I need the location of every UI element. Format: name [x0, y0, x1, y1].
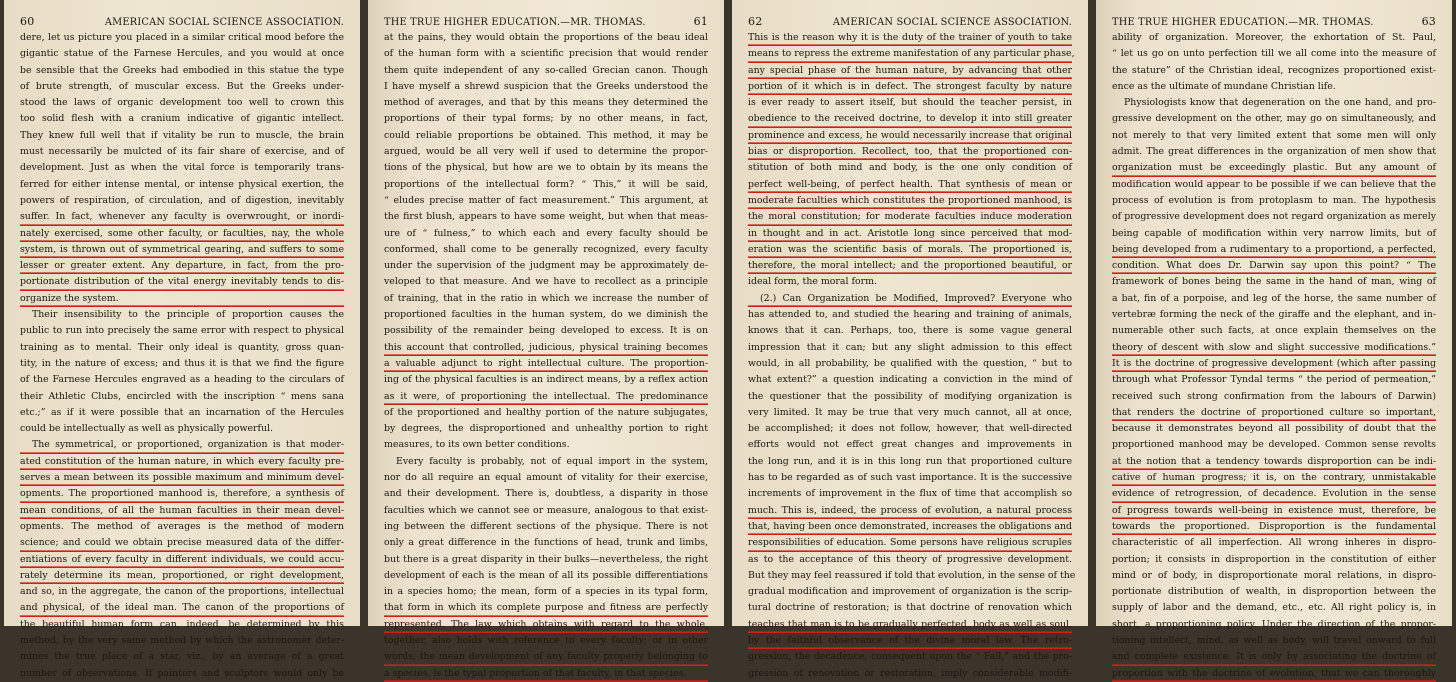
- text-line: gressive development on the other, may go on simultaneously, and: [1112, 113, 1436, 125]
- text-line: ideal form, the moral form.: [748, 276, 877, 288]
- text-line: has to be regarded as of such vast importance. It is the successive: [748, 472, 1072, 484]
- underlined-text-line: moderate faculties which constitutes the proportioned manhood, is: [748, 193, 1072, 209]
- underlined-text-line: being developed from a rudimentary to a proportiond, a perfected,: [1112, 242, 1436, 258]
- text-line: measures, to its own better conditions.: [384, 439, 570, 451]
- text-line: “ let us go on unto perfection till we all come into the measure of: [1112, 48, 1436, 60]
- text-line: gression, the decadence, consequent upon the “ Fall,” and the pro-: [748, 651, 1072, 663]
- text-line: but there is a great disparity in their bulks—nevertheless, the right: [384, 553, 708, 565]
- underlined-text-line: of progress towards well-being in existence must, therefore, be: [1112, 503, 1436, 519]
- underlined-text-line: evidence of retrogression, of decadence. Evolution in the sense: [1112, 486, 1436, 502]
- text-line: development of each is the mean of all its possible differentiations: [384, 569, 708, 581]
- page-header: [748, 14, 1072, 31]
- underlined-text-line: bias or disproportion. Recollect, too, that the proportioned con-: [748, 144, 1072, 160]
- running-head: AMERICAN SOCIAL SCIENCE ASSOCIATION.: [104, 17, 344, 28]
- text-line: increments of improvement in the flux of time that accomplish so: [748, 488, 1072, 500]
- text-line: the questioner that the possibility of modifying organization is: [748, 390, 1072, 402]
- text-line: public to run into precisely the same error with respect to physical: [20, 325, 344, 337]
- text-line: what extent?” a question indicating a conviction in the mind of: [748, 374, 1072, 386]
- text-line: dere, let us picture you placed in a similar critical mood before the: [20, 32, 344, 43]
- text-line: argued, would be all very well if used to determine the propor-: [384, 146, 708, 158]
- text-line: veloped to that measure. And we have to recollect as a principle: [384, 276, 708, 288]
- text-line: received such strong confirmation from the labours of Darwin): [1112, 390, 1436, 402]
- book-page-63: [1096, 0, 1452, 679]
- text-line: ing between the different sections of the physique. There is not: [384, 520, 708, 532]
- text-line: They knew full well that if vitality be run to muscle, the brain: [20, 129, 344, 141]
- page-body-text: [384, 30, 708, 682]
- page-number: 62: [748, 15, 763, 28]
- underlined-text-line: prominence and excess, he would necessarily increase that original: [748, 128, 1072, 144]
- text-line: supply of labor and the demand, etc., etc. All right policy is, in: [1112, 602, 1436, 614]
- text-line: tity, in the nature of excess; and thus it is that we find the figure: [20, 357, 344, 369]
- text-line: nor do all require an equal amount of vitality for their exercise,: [384, 472, 708, 484]
- text-line: of the human form with a scientific precision that would render: [384, 48, 708, 60]
- underlined-text-line: a valuable adjunct to right intellectual culture. The proportion-: [384, 356, 708, 372]
- text-line: development. Just as when the vital force is temporarily trans-: [20, 162, 344, 174]
- text-line: of training, that in the ratio in which we increase the number of: [384, 292, 708, 304]
- text-line: by degrees, the disproportioned and unhealthy portion to right: [384, 423, 708, 435]
- underlined-text-line: obedience to the received doctrine, to develop it into still greater: [748, 111, 1072, 127]
- page-header: [20, 14, 344, 31]
- text-line: impression that it can; but any slight admission to this effect: [748, 341, 1072, 353]
- underlined-text-line: suffer. In fact, whenever any faculty is overwrought, or inordi-: [20, 209, 344, 225]
- text-line: gradual modification and improvement of organization is the scrip-: [748, 586, 1072, 598]
- text-line: together, also holds with reference to every faculty; or in other: [384, 634, 708, 646]
- underlined-text-line: responsibilities of education. Some persons have religious scruples: [748, 535, 1072, 551]
- underlined-text-line: The symmetrical, or proportioned, organization is that moder-: [20, 437, 344, 453]
- text-line: stood the laws of organic development too well to crown this: [20, 97, 344, 109]
- text-line: possibility of the remainder being developed to excess. It is on: [384, 325, 708, 337]
- text-line: stitution of both mind and body, is the one only condition of: [748, 162, 1072, 174]
- underlined-text-line: rately determine its mean, proportioned, or right development,: [20, 568, 344, 584]
- text-line: too solid flesh with a cranium indicative of gigantic intellect.: [20, 113, 344, 125]
- text-line: not merely to that very limited extent that some men will only: [1112, 129, 1436, 141]
- text-line: proportioned faculties in the human system, do we diminish the: [384, 309, 708, 321]
- book-page-61: [368, 0, 724, 679]
- underlined-text-line: a species, is the typal proportion of that faculty, in that species.: [384, 666, 708, 682]
- underlined-text-line: mean conditions, of all the human faculties in their mean devel-: [20, 503, 344, 519]
- underlined-text-line: means to repress the extreme manifestation of any particular phase,: [748, 46, 1072, 62]
- book-page-60: [4, 0, 360, 679]
- underlined-text-line: at the notion that a tendency towards disproportion can be indi-: [1112, 454, 1436, 470]
- underlined-text-line: portionate distribution of the vital energy inevitably tends to dis-: [20, 274, 344, 290]
- text-line: the beautiful human form can, indeed, be determined by this: [20, 618, 344, 630]
- text-line: method, by the very same method by which the astronomer deter-: [20, 634, 344, 646]
- page-body-text: [748, 30, 1076, 682]
- underlined-text-line: the moral constitution; for moderate faculties induce moderation: [748, 209, 1072, 225]
- underlined-text-line: It is the doctrine of progressive development (which after passing: [1112, 356, 1436, 372]
- underlined-text-line: opments. The proportioned manhood is, therefore, a synthesis of: [20, 486, 344, 502]
- running-head: AMERICAN SOCIAL SCIENCE ASSOCIATION.: [832, 17, 1072, 28]
- text-line: gigantic statue of the Farnese Hercules, and you would at once: [20, 48, 344, 60]
- text-line: could reliable proportions be obtained. This method, it may be: [384, 129, 708, 141]
- text-line: only a great difference in the functions of head, trunk and limbs,: [384, 537, 708, 549]
- text-line: proportions of the intellectual form? “ This,” it will be said,: [384, 178, 708, 190]
- text-line: modification would appear to be possible if we can believe that the: [1112, 178, 1436, 190]
- text-line: being capable of modification within very narrow limits, but of: [1112, 227, 1436, 239]
- text-line: faculties which we cannot see or measure, analogous to that exist-: [384, 504, 708, 516]
- text-line: ing of the physical faculties is an indirect means, by a reflex action: [384, 374, 708, 386]
- text-line: number of observations. If painters and sculptors would only be: [20, 667, 344, 679]
- text-line: tioning intellect, mind, as well as body, will travel onward to full: [1112, 634, 1436, 646]
- text-line: and so, in the aggregate, the canon of the proportions, intellectual: [20, 586, 344, 598]
- text-line: the first blush, appears to have some weight, but when that meas-: [384, 211, 708, 223]
- text-line: short, a proportioning policy. Under the direction of the propor-: [1112, 618, 1436, 630]
- text-line: efforts would not effect great changes and improvements in: [748, 439, 1072, 451]
- text-line: Physiologists know that degeneration on the one hand, and pro-: [1124, 97, 1436, 109]
- text-line: be sensible that the Greeks had embodied in this statue the type: [20, 64, 344, 76]
- text-line: of brute strength, of muscular excess. But the Greeks under-: [20, 80, 344, 92]
- underlined-text-line: organize the system.: [20, 291, 344, 307]
- text-line: has attended to, and studied the hearing and training of animals,: [748, 309, 1072, 321]
- underlined-text-line: perfect well-being, of perfect health. That synthesis of mean or: [748, 177, 1072, 193]
- text-line: would, in all probability, be qualified with the question, “ but to: [748, 357, 1072, 369]
- page-header: [384, 14, 708, 31]
- underlined-text-line: entiations of every faculty in different individuals, we could accu-: [20, 552, 344, 568]
- text-line: process of evolution is from protoplasm to man. The hypothesis: [1112, 194, 1436, 206]
- page-header: [1112, 14, 1436, 31]
- underlined-text-line: eration was the scientific basis of morals. The proportioned is,: [748, 242, 1072, 258]
- underlined-text-line: and complete existence. It is only by associating the doctrine of: [1112, 649, 1436, 665]
- underlined-text-line: that, having been once demonstrated, increases the obligations and: [748, 519, 1072, 535]
- page-body-text: [1112, 30, 1436, 682]
- text-line: tural doctrine of restoration; is that doctrine of renovation which: [748, 602, 1072, 614]
- text-line: ure of “ fulness,” to which each and every faculty should be: [384, 227, 708, 239]
- book-page-62: [732, 0, 1088, 679]
- text-line: at the pains, they would obtain the proportions of the beau ideal: [384, 32, 708, 43]
- text-line: proportions of their typal forms; by no other means, in fact,: [384, 113, 708, 125]
- underlined-text-line: organization must be exceedingly plastic. But any amount of: [1112, 160, 1436, 176]
- underlined-text-line: in thought and in act. Aristotle long since perceived that mod-: [748, 226, 1072, 242]
- page-number: 61: [693, 15, 708, 28]
- underlined-text-line: This is the reason why it is the duty of the trainer of youth to take: [748, 30, 1072, 46]
- underlined-text-line: nately exercised, some other faculty, or faculties, nay, the whole: [20, 226, 344, 242]
- underlined-text-line: proportion with the doctrine of evolution, that we can thoroughly: [1112, 666, 1436, 682]
- text-line: very limited. It may be true that very much cannot, all at once,: [748, 406, 1072, 418]
- underlined-text-line: therefore, the moral intellect; and the proportioned beautiful, or: [748, 258, 1072, 274]
- underlined-text-line: condition. What does Dr. Darwin say upon this point? “ The: [1112, 258, 1436, 274]
- text-line: of the proportioned and healthy portion of the nature subjugates,: [384, 406, 708, 418]
- text-line: through what Professor Tyndal terms “ the period of permeation,”: [1112, 374, 1436, 386]
- page-number: 60: [20, 15, 35, 28]
- text-line: portion; it consists in disproportion in the constitution of either: [1112, 553, 1436, 565]
- text-line: conformed, shall come to be generally recognized, every faculty: [384, 243, 708, 255]
- text-line: and their development. There is, doubtless, a disparity in those: [384, 488, 708, 500]
- underlined-text-line: any special phase of the human nature, by advancing that other: [748, 63, 1072, 79]
- underlined-text-line: and physical, of the ideal man. The canon of the proportions of: [20, 600, 344, 616]
- underlined-text-line: science; and could we obtain precise measured data of the differ-: [20, 535, 344, 551]
- text-line: “ eludes precise matter of fact measurement.” This argument, at: [384, 194, 708, 206]
- text-line: gression of renovation or restoration, imply considerable modifi-: [748, 667, 1072, 679]
- underlined-text-line: system, is thrown out of symmetrical gearing, and suffers to some: [20, 242, 344, 258]
- underlined-text-line: (2.) Can Organization be Modified, Improved? Everyone who: [748, 291, 1072, 307]
- text-line: mines the true place of a star, viz., by an average of a great: [20, 651, 344, 663]
- running-head: THE TRUE HIGHER EDUCATION.—MR. THOMAS.: [384, 17, 646, 28]
- text-line: a bat, fin of a porpoise, and leg of the horse, the same number of: [1112, 292, 1436, 304]
- underlined-text-line: portion of it which is in defect. The strongest faculty by nature: [748, 79, 1072, 95]
- text-line: portionate distribution of wealth, in disproportion between the: [1112, 586, 1436, 598]
- text-line: But they may feel reassured if told that evolution, in the sense of the: [748, 569, 1076, 581]
- text-line: must necessarily be mulcted of its fair share of exercise, and of: [20, 146, 344, 158]
- underlined-text-line: much. This is, indeed, the process of evolution, a natural process: [748, 503, 1072, 519]
- text-line: etc.;” as if it were possible that an incarnation of the Hercules: [20, 406, 344, 418]
- underlined-text-line: lesser or greater extent. Any departure, in fact, from the pro-: [20, 258, 344, 274]
- text-line: numerable other such facts, at once explain themselves on the: [1112, 325, 1436, 337]
- page-body-text: [20, 30, 344, 682]
- text-line: proportioned manhood may be developed. Common sense revolts: [1112, 439, 1436, 451]
- text-line: be accomplished; it does not follow, however, that well-directed: [748, 423, 1072, 435]
- text-line: vertebræ forming the neck of the giraffe and the elephant, and in-: [1112, 309, 1436, 321]
- text-line: Every faculty is probably, not of equal import in the system,: [396, 455, 708, 467]
- text-line: the stature” of the Christian ideal, recognizes proportioned exist-: [1112, 64, 1436, 76]
- underlined-text-line: ated constitution of the human nature, in which every faculty pre-: [20, 454, 344, 470]
- text-line: because it demonstrates beyond all possibility of doubt that the: [1112, 423, 1436, 435]
- underlined-text-line: words, the mean development of any faculty properly belonging to: [384, 649, 708, 665]
- text-line: method of averages, and that by this means they determined the: [384, 97, 708, 109]
- text-line: them quite independent of any so-called Grecian canon. Though: [384, 64, 708, 76]
- underlined-text-line: represented. The law which obtains with regard to the whole,: [384, 617, 708, 633]
- text-line: the long run, and it is in this long run that proportioned culture: [748, 455, 1072, 467]
- text-line: as to the acceptance of this theory of progressive development.: [748, 553, 1072, 565]
- underlined-text-line: as it were, of proportioning the intellectual. The predominance: [384, 389, 708, 405]
- text-line: opments. The method of averages is the method of modern: [20, 520, 344, 532]
- text-line: ferred for either intense mental, or intense physical exertion, the: [20, 178, 344, 190]
- underlined-text-line: by the faithful observance of the divine moral law. The retro-: [748, 633, 1072, 649]
- text-line: could be intellectually as well as physically powerful.: [20, 423, 274, 435]
- text-line: is ever ready to assert itself, but should the teacher persist, in: [748, 97, 1072, 109]
- underlined-text-line: towards the proportioned. Disproportion is the fundamental: [1112, 519, 1436, 535]
- text-line: ability of organization. Moreover, the exhortation of St. Paul,: [1112, 32, 1436, 43]
- underlined-text-line: serves a mean between its possible maximum and minimum devel-: [20, 470, 344, 486]
- text-line: of the Farnese Hercules engraved as a heading to the circulars of: [20, 374, 344, 386]
- text-line: knows that it can. Perhaps, too, there is some vague general: [748, 325, 1072, 337]
- underlined-text-line: teaches that man is to be gradually perfected, body as well as soul,: [748, 617, 1072, 633]
- text-line: framework of bones being the same in the hand of man, wing of: [1112, 276, 1436, 288]
- text-line: mind or of body, in disproportionate moral relations, in dispro-: [1112, 569, 1436, 581]
- text-line: training as to mental. Their only ideal is quantity, gross quan-: [20, 341, 344, 353]
- running-head: THE TRUE HIGHER EDUCATION.—MR. THOMAS.: [1112, 17, 1374, 28]
- underlined-text-line: theory of descent with slow and slight successive modifications.”: [1112, 340, 1436, 356]
- text-line: Their insensibility to the principle of proportion causes the: [32, 309, 344, 321]
- text-line: I have myself a shrewd suspicion that the Greeks understood the: [384, 80, 708, 92]
- text-line: of progressive development does not regard organization as merely: [1112, 211, 1436, 223]
- underlined-text-line: cative of human progress; it is, on the contrary, unmistakable: [1112, 470, 1436, 486]
- underlined-text-line: that form in which its complete purpose and fitness are perfectly: [384, 600, 708, 616]
- text-line: under the supervision of the judgment may be approximately de-: [384, 260, 708, 272]
- page-number: 63: [1421, 15, 1436, 28]
- text-line: tions of the physical, but how are we to obtain by its means the: [384, 162, 708, 174]
- text-line: in a species homo; the mean, form of a species in its typal form,: [384, 586, 708, 598]
- text-line: admit. The great differences in the organization of men show that: [1112, 146, 1436, 158]
- underlined-text-line: this account that controlled, judicious, physical training becomes: [384, 340, 708, 356]
- text-line: powers of respiration, of circulation, and of digestion, inevitably: [20, 194, 344, 206]
- text-line: their Athletic Clubs, encircled with the inscription “ mens sana: [20, 390, 344, 402]
- text-line: ence as the ultimate of mundane Christian life.: [1112, 80, 1336, 92]
- underlined-text-line: that renders the doctrine of proportioned culture so important,: [1112, 405, 1436, 421]
- text-line: characteristic of all imperfection. All wrong inheres in dispro-: [1112, 537, 1436, 549]
